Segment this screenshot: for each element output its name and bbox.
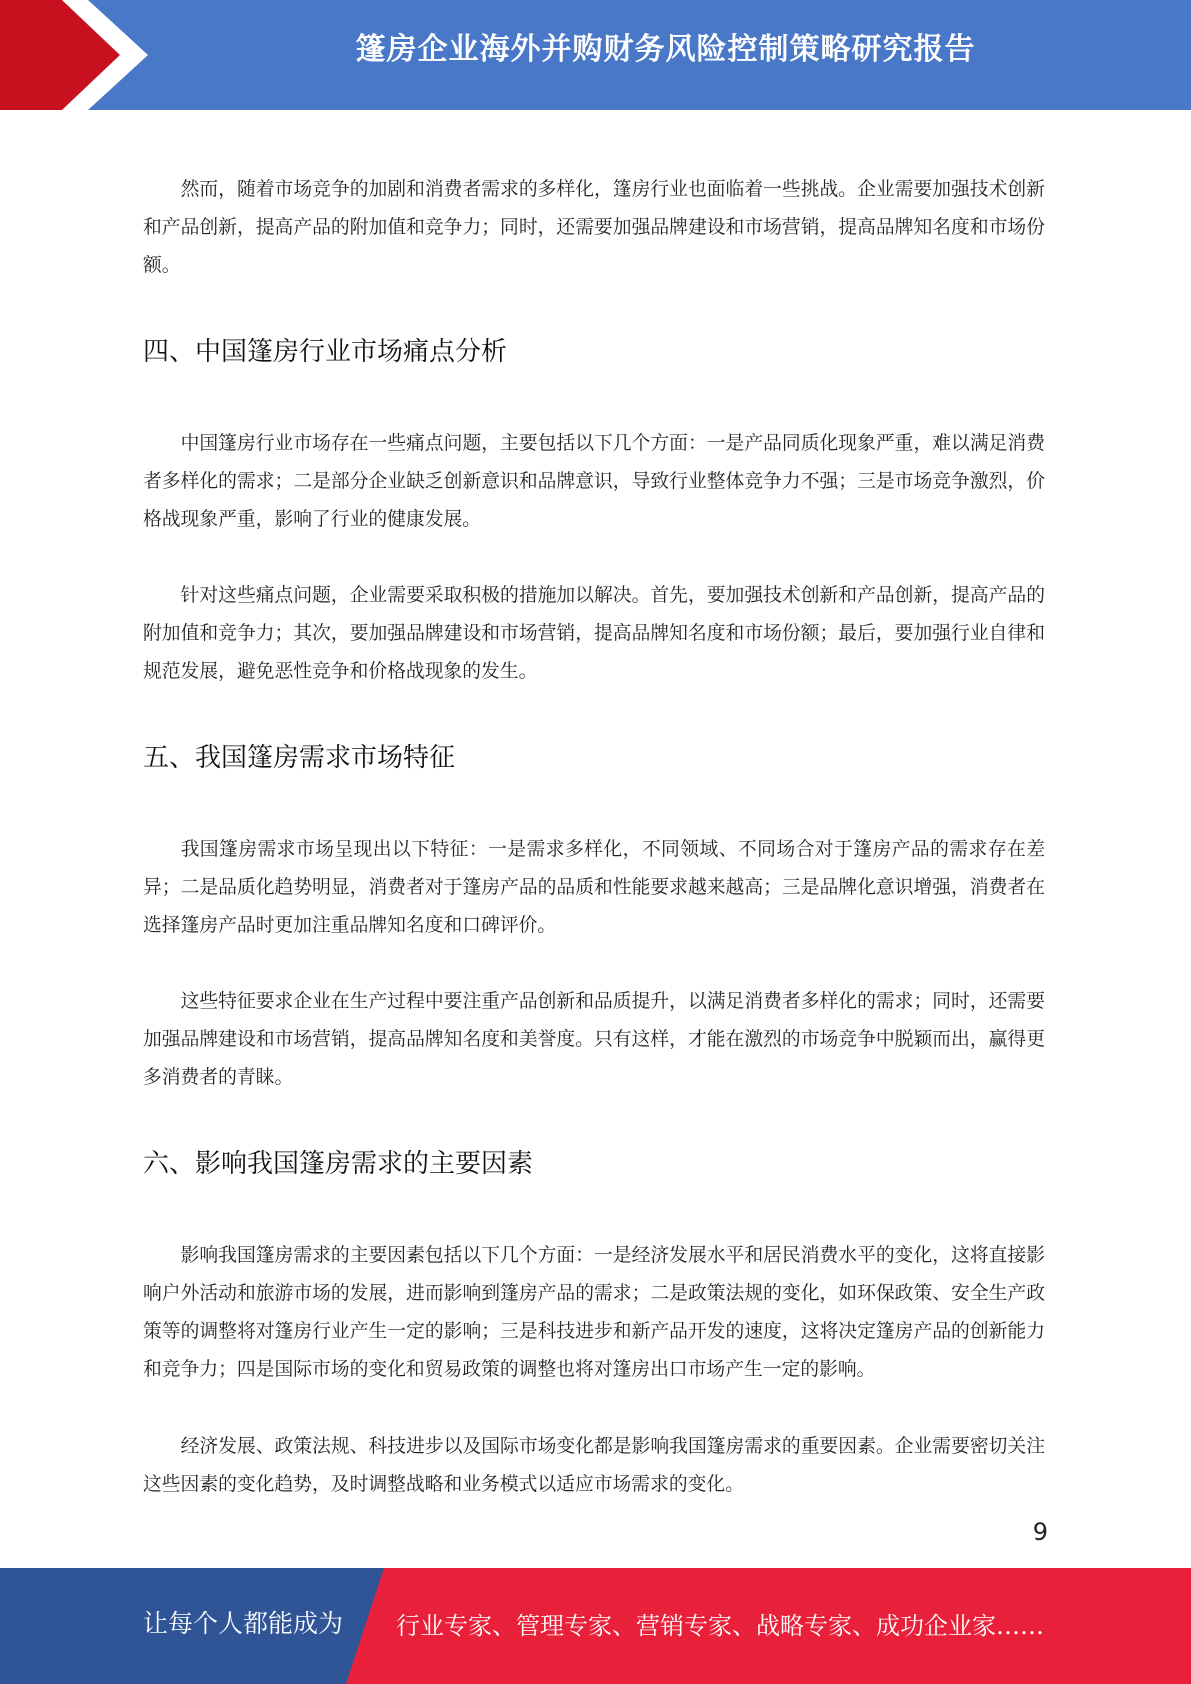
report-title: 篷房企业海外并购财务风险控制策略研究报告 <box>355 32 976 67</box>
section-4-paragraph-1: 中国篷房行业市场存在一些痛点问题，主要包括以下几个方面：一是产品同质化现象严重，难以满足消费者多样化的需求；二是部分企业缺乏创新意识和品牌意识，导致行业整体竞争力不强；三是市场竞争激烈，价格战现象严重，影响了行业的健康发展。 <box>143 433 1045 530</box>
intro-paragraph: 然而，随着市场竞争的加剧和消费者需求的多样化，篷房行业也面临着一些挑战。企业需要加强技术创新和产品创新，提高产品的附加值和竞争力；同时，还需要加强品牌建设和市场营销，提高品牌知名度和市场份额。 <box>143 179 1045 276</box>
footer-slogan-right: 行业专家、管理专家、营销专家、战略专家、成功企业家…… <box>396 1612 1044 1640</box>
page-footer <box>0 1568 1191 1684</box>
footer-slogan-left: 让每个人都能成为 <box>143 1609 344 1638</box>
section-heading-4: 四、中国篷房行业市场痛点分析 <box>143 337 508 367</box>
section-heading-6: 六、影响我国篷房需求的主要因素 <box>143 1149 534 1179</box>
section-6-paragraph-1: 影响我国篷房需求的主要因素包括以下几个方面：一是经济发展水平和居民消费水平的变化，这将直接影响户外活动和旅游市场的发展，进而影响到篷房产品的需求；二是政策法规的变化，如环保政策、安全生产政策等的调整将对篷房行业产生一定的影响；三是科技进步和新产品开发的速度，这将决定篷房产品的创新能力和竞争力；四是国际市场的变化和贸易政策的调整也将对篷房出口市场产生一定的影响。 <box>143 1245 1045 1380</box>
section-6-paragraph-2: 经济发展、政策法规、科技进步以及国际市场变化都是影响我国篷房需求的重要因素。企业需要密切关注这些因素的变化趋势，及时调整战略和业务模式以适应市场需求的变化。 <box>143 1436 1045 1495</box>
page-number: 9 <box>1032 1518 1048 1546</box>
section-5-paragraph-2: 这些特征要求企业在生产过程中要注重产品创新和品质提升，以满足消费者多样化的需求；同时，还需要加强品牌建设和市场营销，提高品牌知名度和美誉度。只有这样，才能在激烈的市场竞争中脱颖而出，赢得更多消费者的青睐。 <box>143 991 1045 1088</box>
section-4-paragraph-2: 针对这些痛点问题，企业需要采取积极的措施加以解决。首先，要加强技术创新和产品创新，提高产品的附加值和竞争力；其次，要加强品牌建设和市场营销，提高品牌知名度和市场份额；最后，要加强行业自律和规范发展，避免恶性竞争和价格战现象的发生。 <box>143 585 1045 682</box>
section-heading-5: 五、我国篷房需求市场特征 <box>143 743 456 773</box>
section-5-paragraph-1: 我国篷房需求市场呈现出以下特征：一是需求多样化，不同领域、不同场合对于篷房产品的需求存在差异；二是品质化趋势明显，消费者对于篷房产品的品质和性能要求越来越高；三是品牌化意识增强，消费者在选择篷房产品时更加注重品牌知名度和口碑评价。 <box>143 839 1045 936</box>
page-header <box>0 0 1191 110</box>
